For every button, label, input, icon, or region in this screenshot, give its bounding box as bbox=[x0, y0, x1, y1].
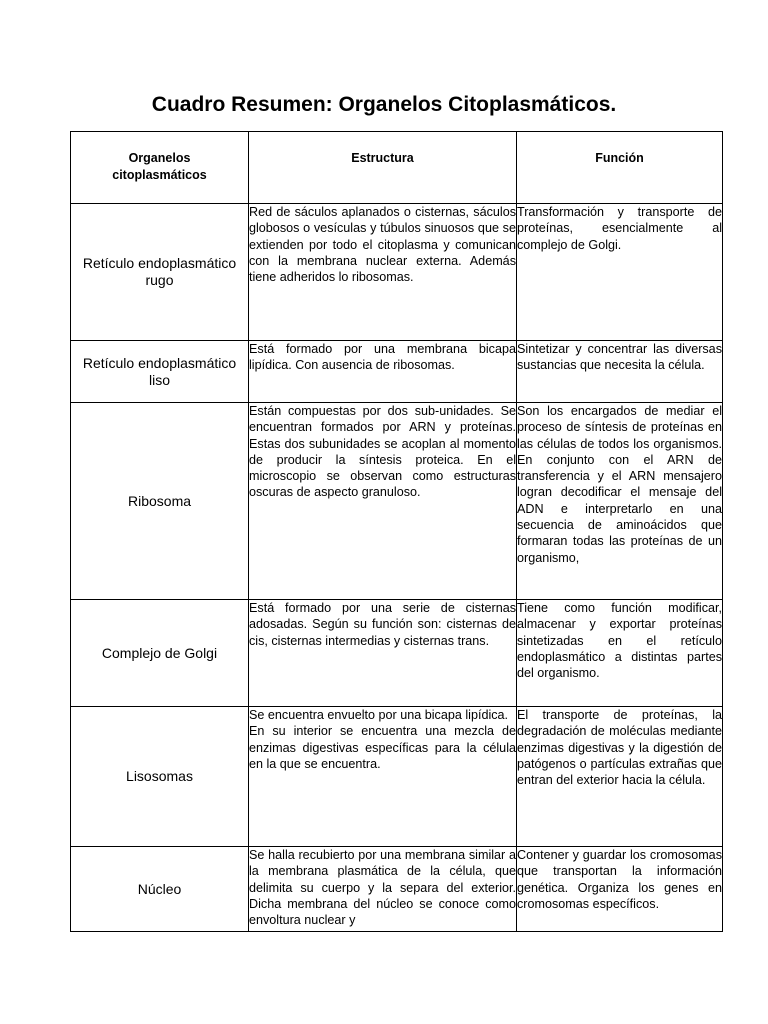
structure-text: Se halla recubierto por una membrana similar a la membrana plasmática de la célula, que delimita su cuerpo y la separa del exterior. Dicha membrana del núcleo se conoce como envoltura nuclear y bbox=[249, 848, 516, 928]
header-organelles: Organelos citoplasmáticos bbox=[71, 132, 249, 204]
organelle-name: Retículo endoplasmático rugo bbox=[71, 204, 249, 341]
organelle-name: Ribosoma bbox=[71, 403, 249, 600]
structure-cell bbox=[249, 341, 517, 403]
organelle-name: Núcleo bbox=[71, 847, 249, 932]
organelles-summary-table bbox=[70, 131, 723, 932]
table-row bbox=[71, 707, 723, 847]
organelle-name: Complejo de Golgi bbox=[71, 600, 249, 707]
structure-cell bbox=[249, 847, 517, 932]
header-function: Función bbox=[517, 132, 723, 204]
structure-text: Se encuentra envuelto por una bicapa lipídica. bbox=[249, 708, 509, 722]
function-cell: Sintetizar y concentrar las diversas sustancias que necesita la célula. bbox=[517, 341, 723, 403]
table-row bbox=[71, 847, 723, 932]
function-cell: El transporte de proteínas, la degradación de moléculas mediante enzimas digestivas y la digestión de patógenos o partículas extrañas que entran del exterior hacia la célula. bbox=[517, 707, 723, 847]
structure-text: Está formado por una serie de cisternas adosadas. Según su función son: cisternas de cis, cisternas intermedias y cisternas trans. bbox=[249, 601, 516, 648]
table-row bbox=[71, 600, 723, 707]
structure-text: Está formado por una membrana bicapa lipídica. Con ausencia de ribosomas. bbox=[249, 342, 516, 373]
header-structure: Estructura bbox=[249, 132, 517, 204]
table-row bbox=[71, 341, 723, 403]
function-cell: Son los encargados de mediar el proceso de síntesis de proteínas en las células de todos los organismos. En conjunto con el ARN de transferencia y el ARN mensajero logran decodificar el mensaje del ADN e interpretarlo en una secuencia de aminoácidos que formaran todas las proteínas de un organismo, bbox=[517, 403, 723, 600]
document-title: Cuadro Resumen: Organelos Citoplasmáticos. bbox=[151, 93, 617, 116]
structure-cell bbox=[249, 600, 517, 707]
structure-text: Red de sáculos aplanados o cisternas, sáculos globosos o vesículas y túbulos sinuosos que se extienden por todo el citoplasma y comunican con la membrana nuclear externa. Además tiene adheridos lo ribosomas. bbox=[249, 205, 516, 285]
structure-cell bbox=[249, 204, 517, 341]
function-cell: Transformación y transporte de proteínas, esencialmente al complejo de Golgi. bbox=[517, 204, 723, 341]
table-row bbox=[71, 403, 723, 600]
structure-text: En su interior se encuentra una mezcla de enzimas digestivas específicas para la célula en la que se encuentra. bbox=[249, 724, 516, 771]
structure-cell bbox=[249, 707, 517, 847]
table-row bbox=[71, 204, 723, 341]
structure-text: Están compuestas por dos sub-unidades. Se encuentran formados por ARN y proteínas. Estas dos subunidades se acoplan al momento de producir la síntesis proteica. En el microscopio se observan como estructuras oscuras de aspecto granuloso. bbox=[249, 404, 516, 500]
function-cell: Tiene como función modificar, almacenar y exportar proteínas sintetizadas en el retículo endoplasmático a distintas partes del organismo. bbox=[517, 600, 723, 707]
function-cell: Contener y guardar los cromosomas que transportan la información genética. Organiza los genes en cromosomas específicos. bbox=[517, 847, 723, 932]
structure-cell bbox=[249, 403, 517, 600]
organelle-name: Lisosomas bbox=[71, 707, 249, 847]
table-header-row bbox=[71, 132, 723, 204]
organelle-name: Retículo endoplasmático liso bbox=[71, 341, 249, 403]
